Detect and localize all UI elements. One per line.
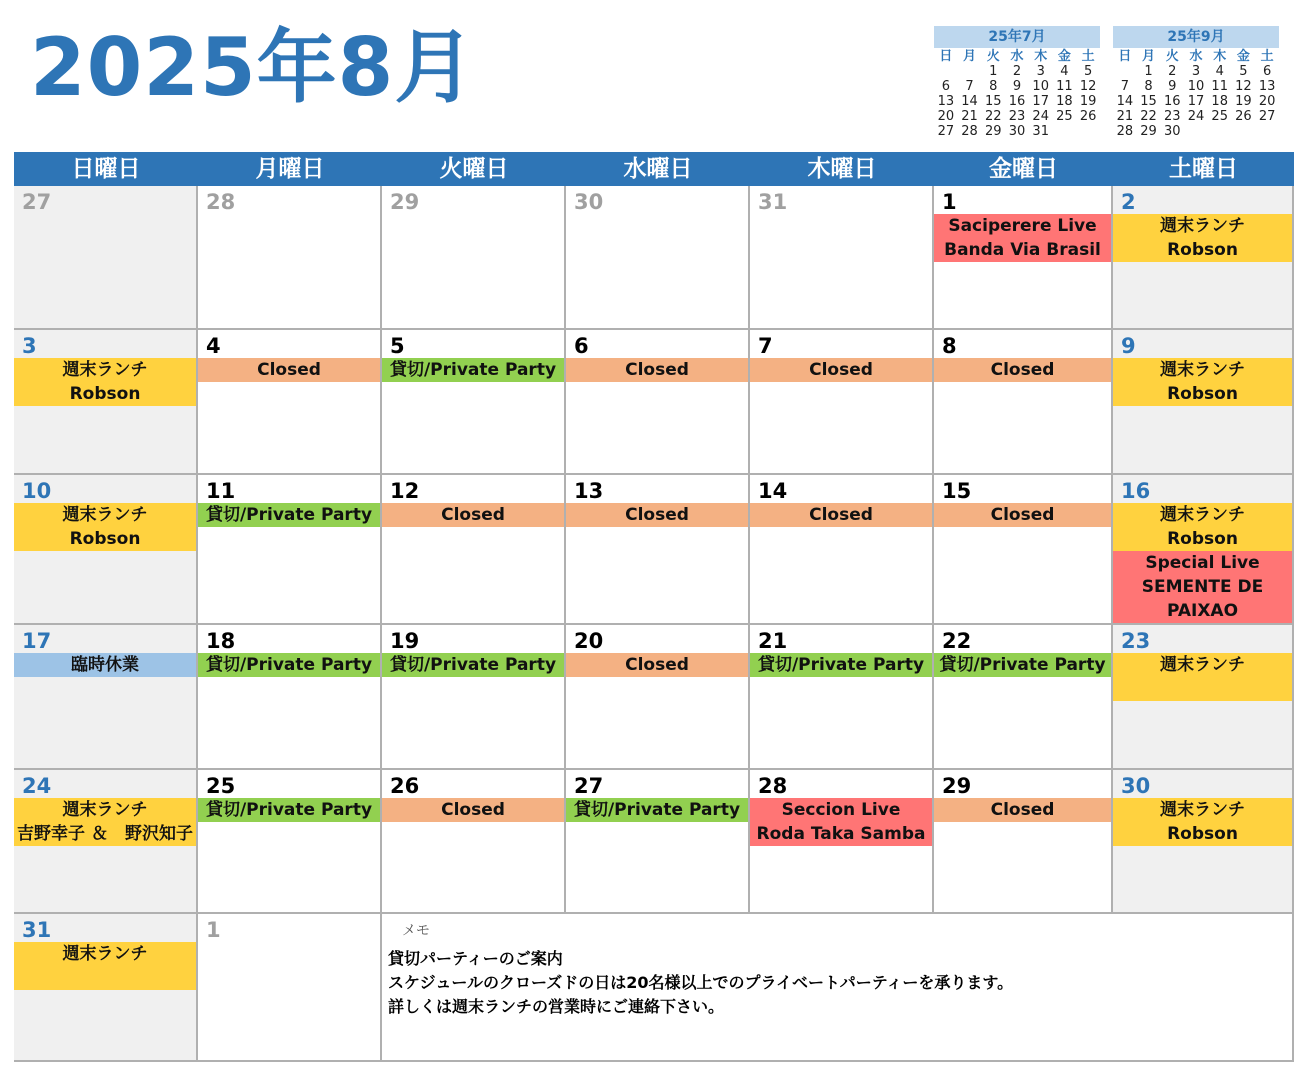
mini-weekday-label: 木 [1034,49,1048,64]
day-number: 4 [206,334,221,358]
day-number: 30 [1121,774,1151,798]
event-text: 週末ランチ [62,505,148,525]
mini-day: 23 [1008,109,1026,124]
day-number: 13 [574,479,604,503]
event-text: Closed [625,360,689,380]
day-number: 29 [942,774,972,798]
day-cell[interactable] [1113,625,1294,770]
mini-calendar [1113,26,1279,139]
month-title: 2025年8月 [30,21,476,114]
day-number: 5 [390,334,405,358]
mini-day: 5 [1239,64,1248,79]
event-lunch[interactable] [14,358,196,406]
day-cell[interactable] [14,475,198,625]
event-live[interactable] [750,798,932,846]
mini-day: 1 [1144,64,1153,79]
event-text: Closed [990,360,1055,380]
event-text: Robson [69,384,141,404]
event-closed[interactable] [382,503,564,527]
mini-day: 23 [1164,109,1181,124]
event-text: Closed [257,360,321,380]
event-text [1113,677,1292,701]
event-text: Saciperere Live [948,216,1097,236]
mini-day: 9 [1168,79,1177,94]
day-number: 17 [22,629,52,653]
day-number: 11 [206,479,236,503]
event-text: Closed [809,360,873,380]
mini-day: 21 [961,109,978,124]
day-number: 1 [942,190,957,214]
event-text: Banda Via Brasil [944,240,1101,260]
mini-day: 17 [1187,94,1205,109]
mini-day: 19 [1235,94,1252,109]
event-text: Robson [1167,240,1238,260]
mini-day: 22 [985,109,1002,124]
month-calendar [14,152,1294,1062]
mini-day: 29 [985,124,1002,139]
mini-weekday-label: 水 [1010,49,1024,64]
day-number: 28 [758,774,788,798]
event-text: 週末ランチ [1160,216,1245,236]
day-number: 31 [22,918,52,942]
mini-day: 19 [1079,94,1097,109]
mini-day: 24 [1032,109,1049,124]
event-text: Robson [1167,824,1238,844]
mini-day [1053,124,1077,139]
mini-day: 31 [1032,124,1049,139]
mini-weekday-label: 土 [1260,49,1274,64]
event-text: Robson [69,529,141,549]
mini-day: 28 [1116,124,1134,139]
mini-day: 10 [1187,79,1205,94]
weekday-header-1: 月曜日 [255,156,325,182]
mini-day: 26 [1079,109,1097,124]
event-text: 週末ランチ [1160,360,1245,380]
mini-day: 7 [1120,79,1129,94]
mini-day: 16 [1164,94,1181,109]
day-cell[interactable] [14,625,198,770]
mini-day: 30 [1008,124,1026,139]
day-cell[interactable] [934,625,1113,770]
day-number: 16 [1121,479,1151,503]
mini-day: 27 [1258,109,1276,124]
mini-day: 22 [1140,109,1157,124]
mini-day: 10 [1032,79,1049,94]
mini-day: 7 [965,79,974,94]
mini-day: 17 [1032,94,1049,109]
mini-day: 13 [1258,79,1276,94]
event-party[interactable] [382,358,564,382]
day-cell[interactable] [1113,330,1294,475]
day-number: 19 [390,629,420,653]
event-text: 貸切/Private Party [939,655,1106,675]
event-text: 貸切/Private Party [389,655,557,675]
mini-day: 3 [1191,64,1201,79]
event-text: 週末ランチ [62,800,148,820]
event-text: 週末ランチ [1160,505,1245,525]
day-cell[interactable] [382,186,566,330]
event-text: Closed [441,505,505,525]
event-closed[interactable] [750,358,932,382]
event-lunch[interactable] [1113,214,1292,262]
day-number: 30 [574,190,604,214]
day-cell[interactable] [566,475,750,625]
event-lunch[interactable] [1113,503,1292,551]
day-cell[interactable] [934,186,1113,330]
event-text [14,966,196,990]
day-cell[interactable] [382,770,566,914]
event-text: 週末ランチ [1160,655,1245,675]
mini-day: 11 [1056,79,1073,94]
mini-weekday-label: 日 [1118,49,1132,64]
day-cell[interactable] [382,330,566,475]
event-party[interactable] [198,653,380,677]
mini-day: 12 [1235,79,1252,94]
day-cell[interactable] [382,475,566,625]
weekday-header [14,152,1294,186]
event-text: 吉野幸子 ＆ 野沢知子 [17,824,193,844]
mini-day: 27 [937,124,955,139]
event-party[interactable] [198,503,380,527]
memo-label: メモ [402,923,430,939]
event-party[interactable] [382,653,564,677]
mini-weekday-label: 火 [1165,49,1179,64]
event-text: 貸切/Private Party [389,360,557,380]
day-cell[interactable] [1113,770,1294,914]
day-cell[interactable] [566,625,750,770]
mini-day: 14 [1116,94,1134,109]
mini-day: 2 [1168,64,1177,79]
event-closed[interactable] [382,798,564,822]
mini-day [958,64,982,79]
day-cell[interactable] [566,186,750,330]
mini-day: 26 [1235,109,1252,124]
day-number: 1 [206,918,221,942]
mini-day [1076,124,1100,139]
day-cell[interactable] [382,625,566,770]
mini-weekday-label: 日 [939,49,953,64]
day-number: 27 [22,190,52,214]
event-text: 週末ランチ [62,944,148,964]
day-cell[interactable] [750,770,934,914]
mini-day [1255,124,1279,139]
mini-calendar-title: 25年9月 [1113,26,1279,48]
day-number: 29 [390,190,420,214]
mini-day: 1 [989,64,998,79]
event-text: Robson [1167,384,1238,404]
day-cell[interactable] [14,330,198,475]
event-text: Seccion Live [781,800,901,820]
day-number: 14 [758,479,788,503]
mini-day: 4 [1215,64,1224,79]
mini-day: 24 [1187,109,1205,124]
mini-day: 11 [1211,79,1228,94]
mini-day: 4 [1060,64,1069,79]
mini-day: 18 [1211,94,1228,109]
day-number: 25 [206,774,236,798]
day-number: 23 [1121,629,1151,653]
mini-day: 15 [985,94,1002,109]
day-cell[interactable] [566,770,750,914]
event-text: SEMENTE DE [1141,577,1264,597]
mini-day [1232,124,1256,139]
day-number: 31 [758,190,788,214]
weekday-header-5: 金曜日 [989,156,1058,182]
day-cell[interactable] [750,330,934,475]
mini-day: 15 [1140,94,1157,109]
mini-day: 21 [1116,109,1134,124]
day-number: 20 [574,629,604,653]
day-number: 24 [22,774,52,798]
mini-day: 6 [1262,64,1272,79]
mini-day [1113,64,1137,79]
event-party[interactable] [934,653,1111,677]
event-lunch[interactable] [14,942,196,990]
mini-day: 14 [961,94,978,109]
event-lunch[interactable] [14,503,196,551]
day-cell[interactable] [1113,475,1294,625]
mini-day: 25 [1211,109,1228,124]
day-number: 27 [574,774,604,798]
day-number: 10 [22,479,52,503]
weekday-header-6: 土曜日 [1169,156,1238,182]
event-text: 貸切/Private Party [205,505,373,525]
day-number: 2 [1121,190,1136,214]
event-text: Closed [625,505,689,525]
mini-day: 6 [941,79,950,94]
mini-day: 18 [1056,94,1073,109]
event-text: Closed [625,655,689,675]
day-cell[interactable] [750,475,934,625]
day-cell[interactable] [934,770,1113,914]
memo-line: スケジュールのクローズドの日は20名様以上でのプライベートパーティーを承ります。 [388,973,1014,992]
day-number: 12 [390,479,420,503]
mini-day: 9 [1012,79,1022,94]
event-closed[interactable] [566,503,748,527]
mini-weekday-label: 水 [1189,49,1203,64]
day-cell[interactable] [750,186,934,330]
memo-line: 貸切パーティーのご案内 [388,949,563,968]
event-text: 週末ランチ [1160,800,1245,820]
day-number: 21 [758,629,788,653]
event-text: 貸切/Private Party [205,800,373,820]
day-number: 22 [942,629,972,653]
event-closed[interactable] [934,503,1111,527]
mini-day [934,64,958,79]
mini-day: 3 [1036,64,1045,79]
day-cell[interactable] [198,475,382,625]
mini-weekday-label: 金 [1057,49,1071,64]
mini-weekday-label: 土 [1081,49,1095,64]
event-text: 週末ランチ [62,360,148,380]
mini-weekday-label: 月 [963,49,977,64]
day-cell[interactable] [198,186,382,330]
event-text: Roda Taka Samba [756,824,926,844]
day-number: 18 [206,629,236,653]
event-live[interactable] [1113,551,1292,623]
mini-day: 29 [1140,124,1157,139]
weekday-header-4: 木曜日 [807,156,877,182]
mini-weekday-label: 金 [1236,49,1250,64]
event-party[interactable] [198,798,380,822]
day-number: 7 [758,334,773,358]
day-cell[interactable] [198,625,382,770]
day-number: 3 [22,334,37,358]
event-lunch[interactable] [14,798,196,846]
event-text: 貸切/Private Party [573,800,741,820]
mini-day: 12 [1079,79,1097,94]
day-cell[interactable] [1113,186,1294,330]
event-closed[interactable] [934,358,1111,382]
event-closed[interactable] [566,358,748,382]
day-number: 6 [574,334,589,358]
event-closed[interactable] [750,503,932,527]
day-cell[interactable] [198,770,382,914]
memo-box[interactable] [382,914,1294,1062]
mini-day: 16 [1008,94,1026,109]
day-cell[interactable] [14,770,198,914]
event-text: Robson [1167,529,1238,549]
mini-day: 8 [989,79,998,94]
event-party[interactable] [566,798,748,822]
mini-calendar-title: 25年7月 [934,26,1100,48]
mini-day: 8 [1144,79,1153,94]
mini-day: 25 [1056,109,1073,124]
weekday-header-3: 水曜日 [623,156,693,182]
event-lunch[interactable] [1113,653,1292,701]
event-party[interactable] [750,653,932,677]
event-text: Closed [809,505,873,525]
event-lunch[interactable] [1113,358,1292,406]
day-cell[interactable] [566,330,750,475]
mini-calendar-grid [1113,49,1279,139]
mini-weekday-label: 火 [986,49,1000,64]
event-text: 貸切/Private Party [757,655,925,675]
mini-day: 20 [937,109,955,124]
day-cell[interactable] [198,330,382,475]
mini-day: 28 [961,124,978,139]
memo-line: 詳しくは週末ランチの営業時にご連絡下さい。 [388,997,725,1016]
event-closed[interactable] [934,798,1111,822]
day-cell[interactable] [14,186,198,330]
event-text: Closed [441,800,505,820]
mini-calendar [934,26,1100,139]
mini-day: 13 [937,94,955,109]
event-text: Special Live [1145,553,1260,573]
mini-weekday-label: 木 [1213,49,1227,64]
event-text: 貸切/Private Party [205,655,373,675]
event-closed[interactable] [566,653,748,677]
day-cell[interactable] [750,625,934,770]
mini-calendar-grid [934,49,1100,139]
mini-day: 30 [1164,124,1181,139]
day-number: 8 [942,334,957,358]
event-holiday[interactable] [14,653,196,677]
event-text: Closed [990,505,1055,525]
event-text: 臨時休業 [71,655,139,675]
weekday-header-0: 日曜日 [71,156,141,182]
day-number: 9 [1121,334,1136,358]
event-text: PAIXAO [1166,601,1239,621]
mini-day: 2 [1012,64,1022,79]
event-lunch[interactable] [1113,798,1292,846]
day-cell[interactable] [934,475,1113,625]
event-closed[interactable] [198,358,380,382]
mini-weekday-label: 月 [1142,49,1156,64]
event-live[interactable] [934,214,1111,262]
mini-day [1208,124,1232,139]
mini-day [1184,124,1208,139]
day-number: 28 [206,190,236,214]
day-cell[interactable] [14,914,198,1062]
mini-day: 20 [1258,94,1276,109]
weekday-header-2: 火曜日 [439,156,509,182]
event-text: Closed [990,800,1055,820]
day-number: 15 [942,479,972,503]
day-cell[interactable] [934,330,1113,475]
day-number: 26 [390,774,420,798]
mini-day: 5 [1083,64,1093,79]
day-cell[interactable] [198,914,382,1062]
